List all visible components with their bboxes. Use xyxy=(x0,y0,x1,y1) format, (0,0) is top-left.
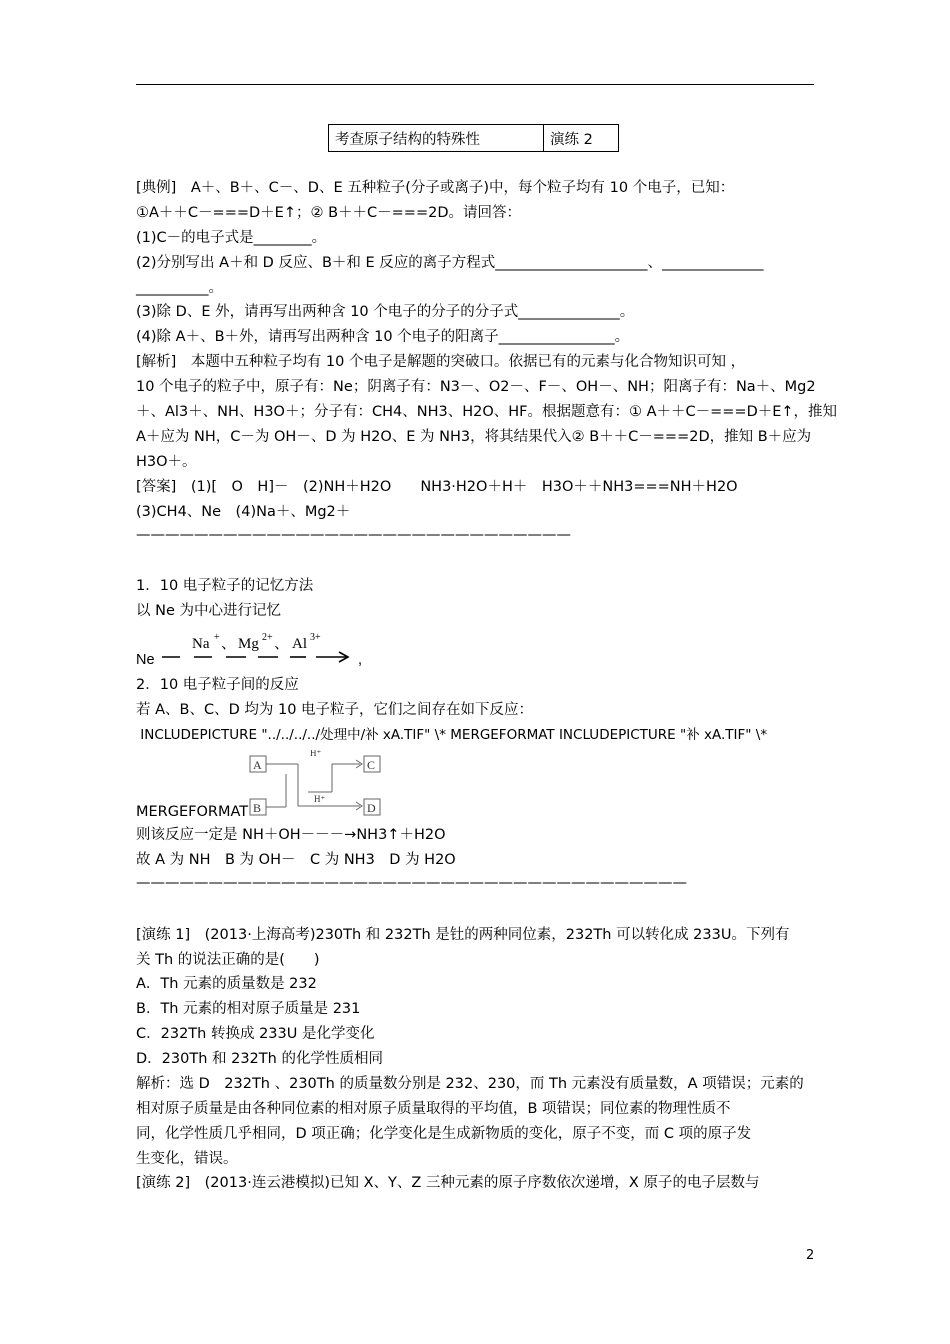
mergeformat-field: MERGEFORMAT xyxy=(136,804,249,820)
analysis-line-4: A＋应为 NH，C－为 OH－、D 为 H2O、E 为 NH3，将其结果代入② B＋＋C－===2D，推知 B＋应为 xyxy=(136,429,812,445)
drill-1-line-2: 关 Th 的说法正确的是( ) xyxy=(136,952,320,968)
drill-1-analysis-3: 同，化学性质几乎相同，D 项正确；化学变化是生成新物质的变化，原子不变，而 C 项的原子发 xyxy=(136,1126,752,1142)
drill-1-analysis-4: 生变化，错误。 xyxy=(136,1151,238,1167)
topic-cell: 考查原子结构的特殊性 xyxy=(329,125,544,152)
question-2-cont: __________。 xyxy=(136,280,223,296)
edge-label-top: H⁺ xyxy=(310,750,322,758)
topic-header-table xyxy=(328,124,619,152)
drill-cell: 演练 2 xyxy=(544,125,619,152)
drill-1-analysis-1: 解析：选 D 232Th 、230Th 的质量数分别是 232、230，而 Th 元素没有质量数，A 项错误；元素的 xyxy=(136,1076,804,1092)
svg-text:,: , xyxy=(358,652,363,668)
option-b: B．Th 元素的相对原子质量是 231 xyxy=(136,1001,361,1017)
header-rule xyxy=(136,84,814,85)
includepicture-field: INCLUDEPICTURE "../../../../处理中/补 xA.TIF" \* MERGEFORMAT INCLUDEPICTURE "补 xA.TIF" \* xyxy=(136,727,768,743)
svg-text:、: 、 xyxy=(221,636,237,652)
ne-label: Ne xyxy=(136,652,155,668)
reaction-conclusion: 则该反应一定是 NH＋OH－－－→NH3↑＋H2O xyxy=(136,827,446,843)
section-2-text: 若 A、B、C、D 均为 10 电子粒子，它们之间存在如下反应： xyxy=(136,702,534,718)
section-1-text: 以 Ne 为中心进行记忆 xyxy=(136,603,281,619)
reaction-diagram xyxy=(248,750,388,820)
example-line-2: ①A＋＋C－===D＋E↑；② B＋＋C－===2D。请回答： xyxy=(136,205,521,221)
svg-text:3+: 3+ xyxy=(310,632,321,643)
ne-memory-diagram xyxy=(136,628,396,672)
node-b: B xyxy=(253,801,262,815)
node-c: C xyxy=(367,758,376,772)
separator-1: —————————————————————————————— xyxy=(136,527,571,543)
edge-label-bottom: H⁺ xyxy=(314,794,326,804)
answer-line-2: (3)CH4、Ne (4)Na＋、Mg2＋ xyxy=(136,504,351,520)
drill-1-analysis-2: 相对原子质量是由各种同位素的相对原子质量取得的平均值，B 项错误；同位素的物理性质不 xyxy=(136,1101,731,1117)
question-1: (1)C－的电子式是________。 xyxy=(136,230,327,246)
node-d: D xyxy=(367,801,376,815)
question-4: (4)除 A＋、B＋外，请再写出两种含 10 个电子的阳离子________________。 xyxy=(136,329,630,345)
question-2: (2)分别写出 A＋和 D 反应、B＋和 E 反应的离子方程式_____________________、______________ xyxy=(136,255,764,271)
section-1-title: 1．10 电子粒子的记忆方法 xyxy=(136,578,314,594)
node-a: A xyxy=(253,758,262,772)
answer-line-1: [答案] (1)[ O H]－ (2)NH＋H2O NH3·H2O＋H＋ H3O＋＋NH3===NH＋H2O xyxy=(136,479,738,495)
drill-1-line-1: [演练 1] (2013·上海高考)230Th 和 232Th 是钍的两种同位素，232Th 可以转化成 233U。下列有 xyxy=(136,927,790,943)
al-ion-label: Al xyxy=(292,636,307,652)
na-ion-label: Na xyxy=(192,636,210,652)
example-line-1: [典例] A＋、B＋、C－、D、E 五种粒子(分子或离子)中，每个粒子均有 10 个电子，已知： xyxy=(136,180,735,196)
option-a: A．Th 元素的质量数是 232 xyxy=(136,976,317,992)
drill-2-line-1: [演练 2] (2013·连云港模拟)已知 X、Y、Z 三种元素的原子序数依次递增，X 原子的电子层数与 xyxy=(136,1175,760,1191)
svg-text:2+: 2+ xyxy=(262,632,273,643)
page-number: 2 xyxy=(806,1248,815,1263)
option-c: C．232Th 转换成 233U 是化学变化 xyxy=(136,1026,375,1042)
mg-ion-label: Mg xyxy=(238,636,259,652)
option-d: D．230Th 和 232Th 的化学性质相同 xyxy=(136,1051,383,1067)
analysis-line-1: [解析] 本题中五种粒子均有 10 个电子是解题的突破口。依据已有的元素与化合物知识可知 ， xyxy=(136,354,746,370)
section-2-title: 2．10 电子粒子间的反应 xyxy=(136,677,299,693)
analysis-line-2: 10 个电子的粒子中，原子有：Ne；阴离子有：N3－、O2－、F－、OH－、NH；阳离子有：Na＋、Mg2 xyxy=(136,379,816,395)
svg-text:、: 、 xyxy=(274,636,290,652)
reaction-identities: 故 A 为 NH B 为 OH－ C 为 NH3 D 为 H2O xyxy=(136,852,456,868)
analysis-line-3: ＋、Al3＋、NH、H3O＋；分子有：CH4、NH3、H2O、HF。根据题意有：① A＋＋C－===D＋E↑，推知 xyxy=(136,404,838,420)
separator-2: —————————————————————————————————————— xyxy=(136,875,687,891)
analysis-line-5: H3O＋。 xyxy=(136,454,197,470)
question-3: (3)除 D、E 外，请再写出两种含 10 个电子的分子的分子式______________。 xyxy=(136,304,635,320)
svg-text:+: + xyxy=(214,632,220,643)
